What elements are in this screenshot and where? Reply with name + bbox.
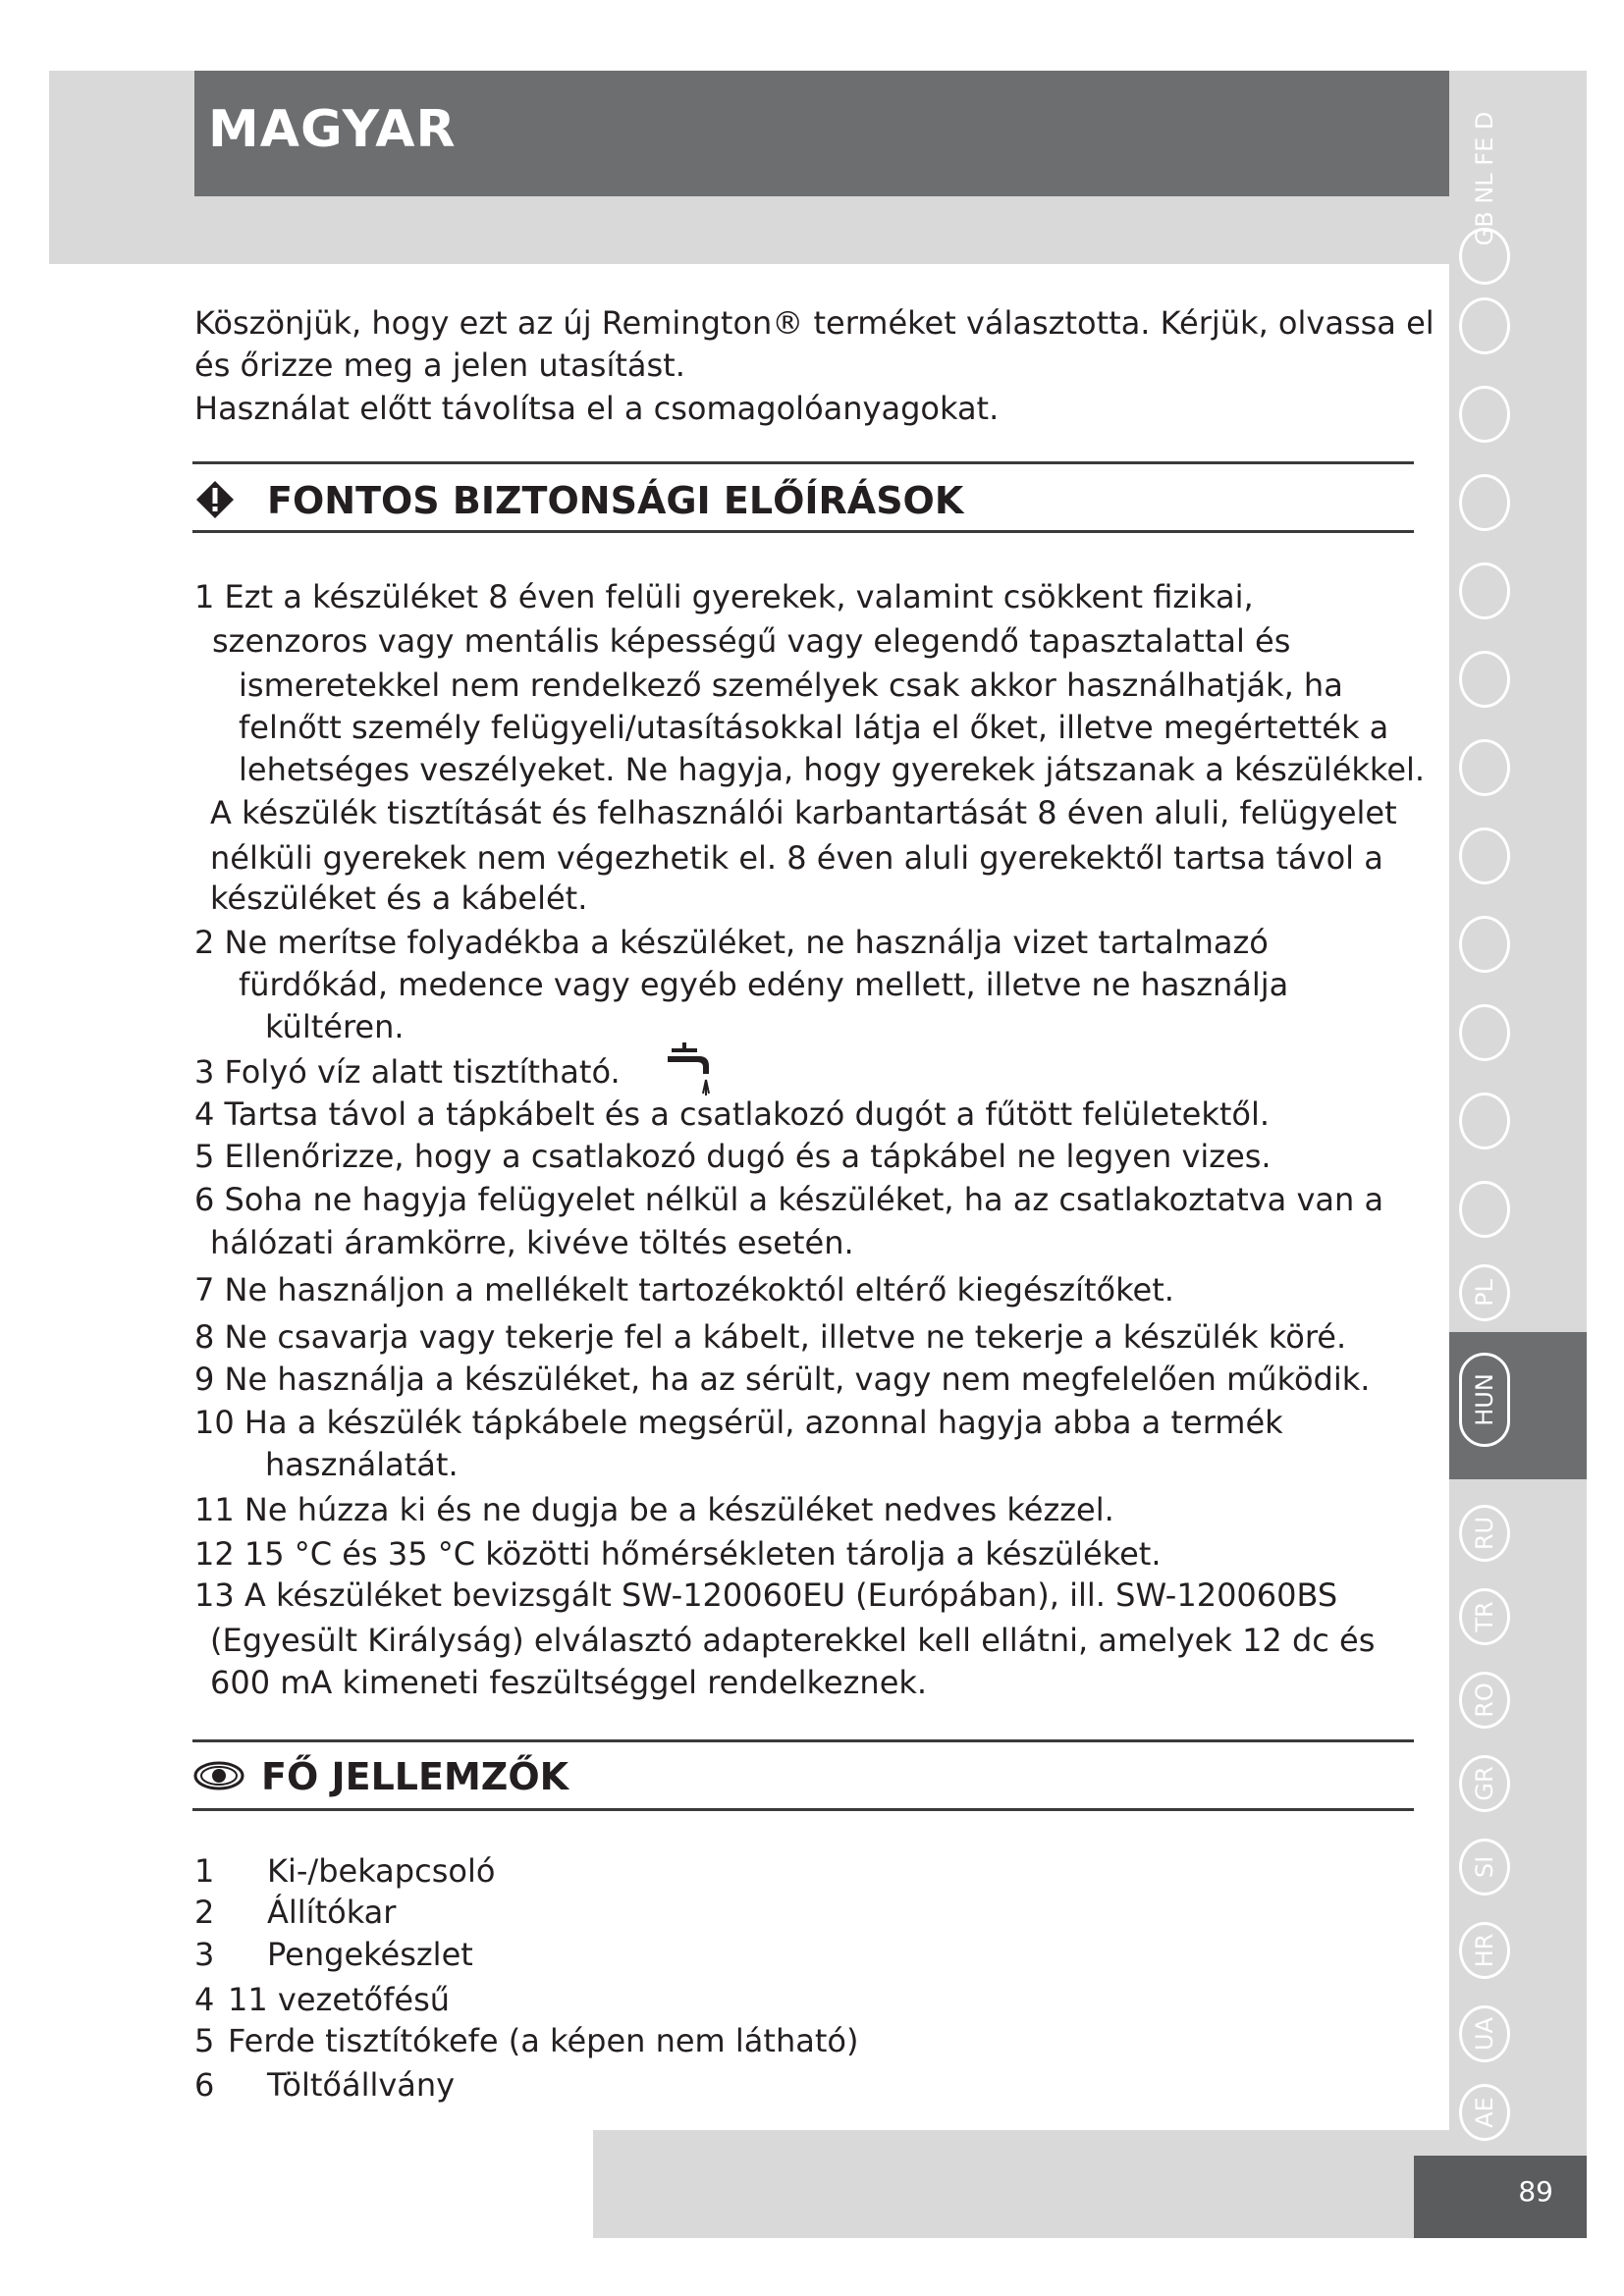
features-heading: FŐ JELLEMZŐK	[261, 1755, 569, 1798]
safety-line: kültéren.	[265, 1008, 405, 1045]
tab-empty-6[interactable]	[1449, 733, 1520, 802]
safety-line: 7 Ne használjon a mellékelt tartozékoktól eltérő kiegészítőket.	[194, 1271, 1174, 1308]
safety-line: hálózati áramkörre, kivéve töltés esetén.	[210, 1224, 854, 1261]
tab-label: GR	[1471, 1766, 1498, 1801]
tab-circle	[1459, 1004, 1510, 1061]
tab-circle	[1459, 1181, 1510, 1238]
tab-ro[interactable]	[1449, 1666, 1520, 1735]
tab-empty-8[interactable]	[1449, 910, 1520, 979]
section-rule	[192, 530, 1414, 533]
water-tap-icon	[664, 1041, 721, 1101]
safety-line: 5 Ellenőrizze, hogy a csatlakozó dugó és a tápkábel ne legyen vizes.	[194, 1138, 1272, 1175]
safety-line: 2 Ne merítse folyadékba a készüléket, ne használja vizet tartalmazó	[194, 924, 1269, 961]
safety-heading: FONTOS BIZTONSÁGI ELŐÍRÁSOK	[267, 479, 964, 522]
list-item-number: 4	[194, 1981, 215, 2018]
list-item: Ki-/bekapcsoló	[267, 1852, 496, 1890]
list-item-number: 5	[194, 2022, 215, 2059]
tab-hr[interactable]	[1449, 1916, 1520, 1985]
safety-line: 4 Tartsa távol a tápkábelt és a csatlakozó dugót a fűtött felületektől.	[194, 1095, 1271, 1133]
tab-ua[interactable]	[1449, 2000, 1520, 2068]
tab-pl[interactable]	[1449, 1258, 1520, 1327]
tab-circle	[1459, 916, 1510, 973]
tab-label: RO	[1471, 1682, 1498, 1718]
tab-label: PL	[1471, 1279, 1498, 1307]
list-item-number: 2	[194, 1894, 215, 1931]
list-item-number: 1	[194, 1852, 215, 1890]
safety-line: ismeretekkel nem rendelkező személyek csak akkor használhatják, ha	[239, 667, 1343, 704]
tab-label: HUN	[1471, 1373, 1498, 1426]
eye-icon	[192, 1757, 245, 1798]
safety-line: szenzoros vagy mentális képességű vagy elegendő tapasztalattal és	[212, 622, 1291, 660]
section-rule	[192, 461, 1414, 464]
safety-line: 10 Ha a készülék tápkábele megsérül, azonnal hagyja abba a termék	[194, 1404, 1283, 1441]
safety-line: lehetséges veszélyeket. Ne hagyja, hogy gyerekek játszanak a készülékkel.	[239, 751, 1426, 788]
safety-line: 9 Ne használja a készüléket, ha az sérült, vagy nem megfelelően működik.	[194, 1361, 1371, 1398]
tab-label: TR	[1471, 1601, 1498, 1632]
safety-line: 11 Ne húzza ki és ne dugja be a készüléket nedves kézzel.	[194, 1491, 1114, 1528]
language-title-bar	[194, 71, 1449, 196]
tab-circle	[1459, 562, 1510, 619]
tab-label: HR	[1471, 1933, 1498, 1968]
safety-line: A készülék tisztítását és felhasználói karbantartását 8 éven aluli, felügyelet	[210, 794, 1397, 831]
safety-line: 13 A készüléket bevizsgált SW-120060EU (Európában), ill. SW-120060BS	[194, 1576, 1338, 1614]
safety-line: 1 Ezt a készüléket 8 éven felüli gyerekek, valamint csökkent fizikai,	[194, 578, 1254, 615]
safety-line: használatát.	[265, 1446, 459, 1483]
tab-hun[interactable]	[1449, 1347, 1520, 1455]
list-item: Ferde tisztítókefe (a képen nem látható)	[228, 2022, 859, 2059]
tab-empty-2[interactable]	[1449, 380, 1520, 449]
safety-line: (Egyesült Királyság) elválasztó adapterekkel kell ellátni, amelyek 12 dc és	[210, 1622, 1376, 1659]
tab-circle	[1459, 1093, 1510, 1149]
safety-line: felnőtt személy felügyeli/utasításokkal látja el őket, illetve megértették a	[239, 709, 1389, 746]
tab-circle	[1459, 386, 1510, 443]
tab-label: AE	[1471, 2097, 1498, 2128]
tab-empty-9[interactable]	[1449, 998, 1520, 1067]
section-rule	[192, 1739, 1414, 1742]
tab-empty-3[interactable]	[1449, 468, 1520, 537]
list-item-number: 6	[194, 2066, 215, 2104]
tab-label: GB NL FE D	[1471, 111, 1498, 246]
page-number-box	[1414, 2156, 1587, 2238]
tab-ru[interactable]	[1449, 1499, 1520, 1568]
tab-label: RU	[1471, 1516, 1498, 1551]
section-rule	[192, 1808, 1414, 1811]
tab-si[interactable]	[1449, 1833, 1520, 1901]
tab-circle	[1459, 739, 1510, 796]
tab-circle	[1459, 474, 1510, 531]
intro-line: Köszönjük, hogy ezt az új Remington® terméket választotta. Kérjük, olvassa el	[194, 304, 1435, 342]
list-item-number: 3	[194, 1936, 215, 1973]
safety-line: 12 15 °C és 35 °C közötti hőmérsékleten tárolja a készüléket.	[194, 1535, 1162, 1573]
tab-empty-5[interactable]	[1449, 645, 1520, 714]
list-item: 11 vezetőfésű	[228, 1981, 451, 2018]
tab-gr[interactable]	[1449, 1749, 1520, 1818]
warning-icon	[194, 479, 236, 524]
tab-ae[interactable]	[1449, 2078, 1520, 2147]
page-number: 89	[1518, 2175, 1553, 2208]
safety-line: 600 mA kimeneti feszültséggel rendelkeznek.	[210, 1664, 928, 1701]
tab-empty-1[interactable]	[1449, 292, 1520, 360]
list-item: Töltőállvány	[267, 2066, 456, 2104]
tab-empty-10[interactable]	[1449, 1087, 1520, 1155]
safety-line: készüléket és a kábelét.	[210, 880, 588, 917]
tab-label: UA	[1471, 2017, 1498, 2051]
tab-empty-7[interactable]	[1449, 822, 1520, 890]
tab-tr[interactable]	[1449, 1582, 1520, 1651]
language-title: MAGYAR	[208, 100, 457, 159]
tab-empty-11[interactable]	[1449, 1175, 1520, 1244]
tab-circle	[1459, 828, 1510, 884]
list-item: Állítókar	[267, 1894, 397, 1931]
list-item: Pengekészlet	[267, 1936, 473, 1973]
safety-line: fürdőkád, medence vagy egyéb edény mellett, illetve ne használja	[239, 966, 1289, 1003]
language-tabs	[1449, 71, 1587, 2130]
tab-label: SI	[1471, 1855, 1498, 1879]
safety-line: nélküli gyerekek nem végezhetik el. 8 éven aluli gyerekektől tartsa távol a	[210, 839, 1383, 877]
intro-line: Használat előtt távolítsa el a csomagolóanyagokat.	[194, 390, 1000, 427]
intro-line: és őrizze meg a jelen utasítást.	[194, 347, 685, 384]
safety-line: 6 Soha ne hagyja felügyelet nélkül a készüléket, ha az csatlakoztatva van a	[194, 1181, 1384, 1218]
tab-gb-nl-fe-d[interactable]	[1449, 71, 1520, 282]
safety-line: 8 Ne csavarja vagy tekerje fel a kábelt, illetve ne tekerje a készülék köré.	[194, 1318, 1347, 1356]
safety-line: 3 Folyó víz alatt tisztítható.	[194, 1053, 621, 1091]
tab-empty-4[interactable]	[1449, 557, 1520, 625]
tab-circle	[1459, 651, 1510, 708]
tab-circle	[1459, 297, 1510, 354]
